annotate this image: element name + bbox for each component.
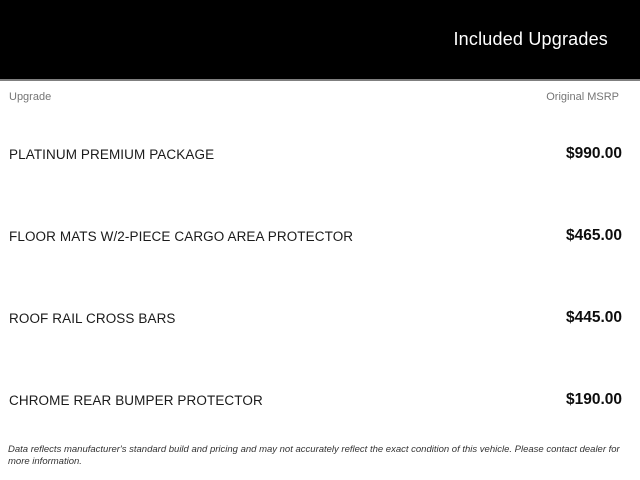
upgrades-table	[0, 113, 640, 441]
upgrade-msrp: $190.00	[565, 391, 622, 408]
disclaimer-text: Data reflects manufacturer's standard build and pricing and may not accurately reflect the exact condition of this vehicle. Please contact dealer for more information.	[8, 444, 620, 467]
upgrade-name: CHROME REAR BUMPER PROTECTOR	[9, 392, 263, 408]
upgrade-name: PLATINUM PREMIUM PACKAGE	[9, 146, 215, 162]
upgrade-name: ROOF RAIL CROSS BARS	[9, 310, 176, 326]
table-row	[0, 277, 640, 359]
title-banner	[0, 0, 640, 81]
table-column-headers	[0, 81, 640, 113]
upgrade-msrp: $445.00	[565, 309, 622, 326]
table-row	[0, 359, 640, 441]
column-header-upgrade: Upgrade	[9, 91, 52, 103]
upgrade-name: FLOOR MATS W/2-PIECE CARGO AREA PROTECTOR	[9, 228, 354, 244]
table-row	[0, 113, 640, 195]
page-title: Included Upgrades	[453, 29, 608, 49]
table-row	[0, 195, 640, 277]
footer	[0, 441, 640, 480]
upgrade-msrp: $990.00	[565, 145, 622, 162]
column-header-original-msrp: Original MSRP	[546, 91, 619, 103]
upgrade-msrp: $465.00	[565, 227, 622, 244]
